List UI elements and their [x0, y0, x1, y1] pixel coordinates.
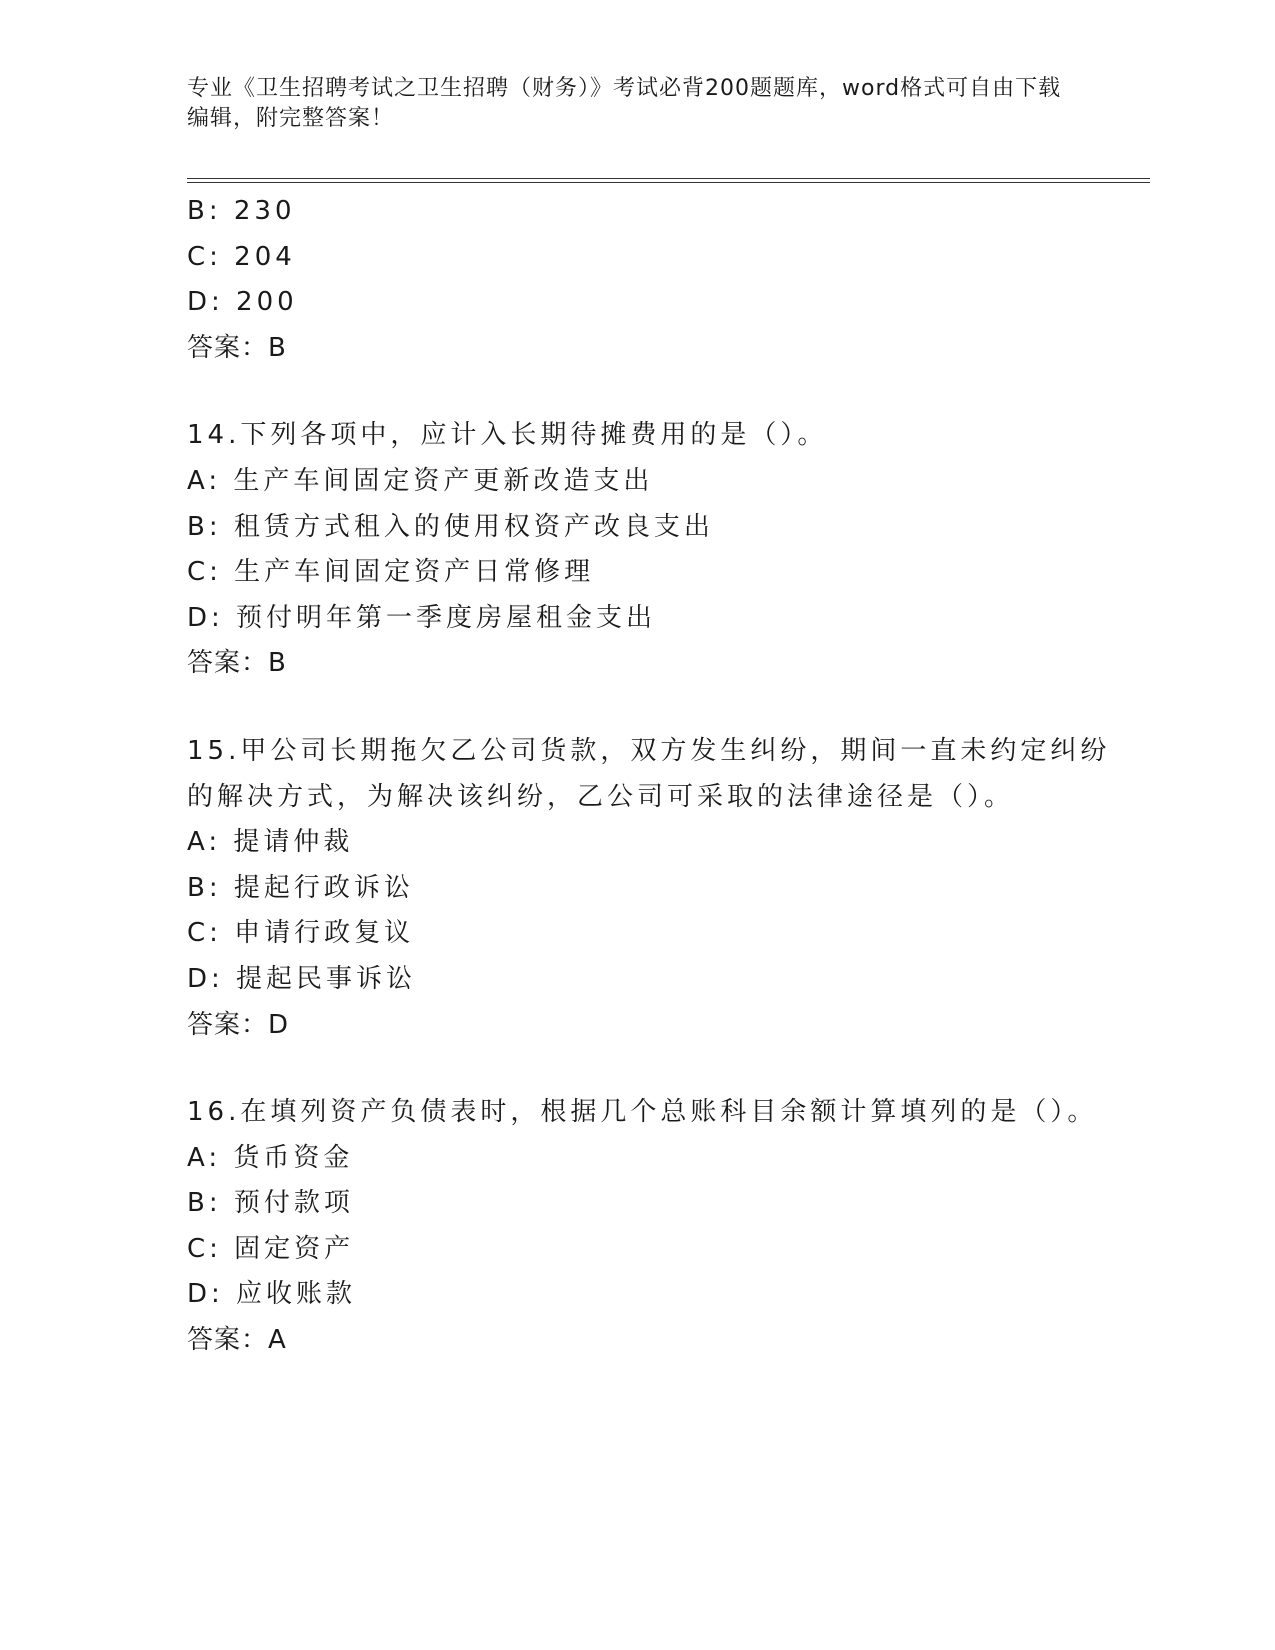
- option-d: D: 应收账款: [187, 1279, 357, 1310]
- question-15: [187, 729, 1111, 1048]
- header-rule-bottom: [187, 182, 1150, 183]
- question-stem: 14.下列各项中，应计入长期待摊费用的是（）。: [187, 420, 828, 451]
- previous-question-block: [187, 189, 1107, 371]
- option-c: C: 204: [187, 241, 296, 272]
- option-d: D: 200: [187, 287, 298, 318]
- question-content: [187, 189, 1111, 1364]
- answer: 答案：A: [187, 1325, 287, 1356]
- header-rule-top: [187, 178, 1150, 179]
- option-b: B: 租赁方式租入的使用权资产改良支出: [187, 511, 714, 542]
- option-c: C: 固定资产: [187, 1233, 355, 1264]
- option-d: D: 提起民事诉讼: [187, 963, 417, 994]
- option-c: C: 生产车间固定资产日常修理: [187, 557, 595, 588]
- question-stem: 16.在填列资产负债表时，根据几个总账科目余额计算填列的是（）。: [187, 1097, 1098, 1128]
- answer: 答案：B: [187, 332, 287, 363]
- option-a: A: 生产车间固定资产更新改造支出: [187, 465, 654, 496]
- option-a: A: 货币资金: [187, 1142, 354, 1173]
- option-c: C: 申请行政复议: [187, 918, 415, 949]
- question-16: [187, 1090, 1107, 1364]
- answer: 答案：D: [187, 1009, 290, 1040]
- option-a: A: 提请仲裁: [187, 827, 354, 858]
- option-b: B: 230: [187, 196, 296, 226]
- option-d: D: 预付明年第一季度房屋租金支出: [187, 602, 657, 633]
- question-stem: 15.甲公司长期拖欠乙公司货款，双方发生纠纷，期间一直未约定纠纷: [187, 735, 1111, 766]
- question-14: [187, 413, 1107, 687]
- question-stem-continued: 的解决方式，为解决该纠纷，乙公司可采取的法律途径是（）。: [187, 781, 1015, 812]
- option-b: B: 提起行政诉讼: [187, 872, 414, 903]
- document-header: 专业《卫生招聘考试之卫生招聘（财务）》考试必背200题题库，word格式可自由下载编辑，附完整答案！: [187, 76, 1062, 131]
- option-b: B: 预付款项: [187, 1188, 354, 1219]
- answer: 答案：B: [187, 648, 287, 679]
